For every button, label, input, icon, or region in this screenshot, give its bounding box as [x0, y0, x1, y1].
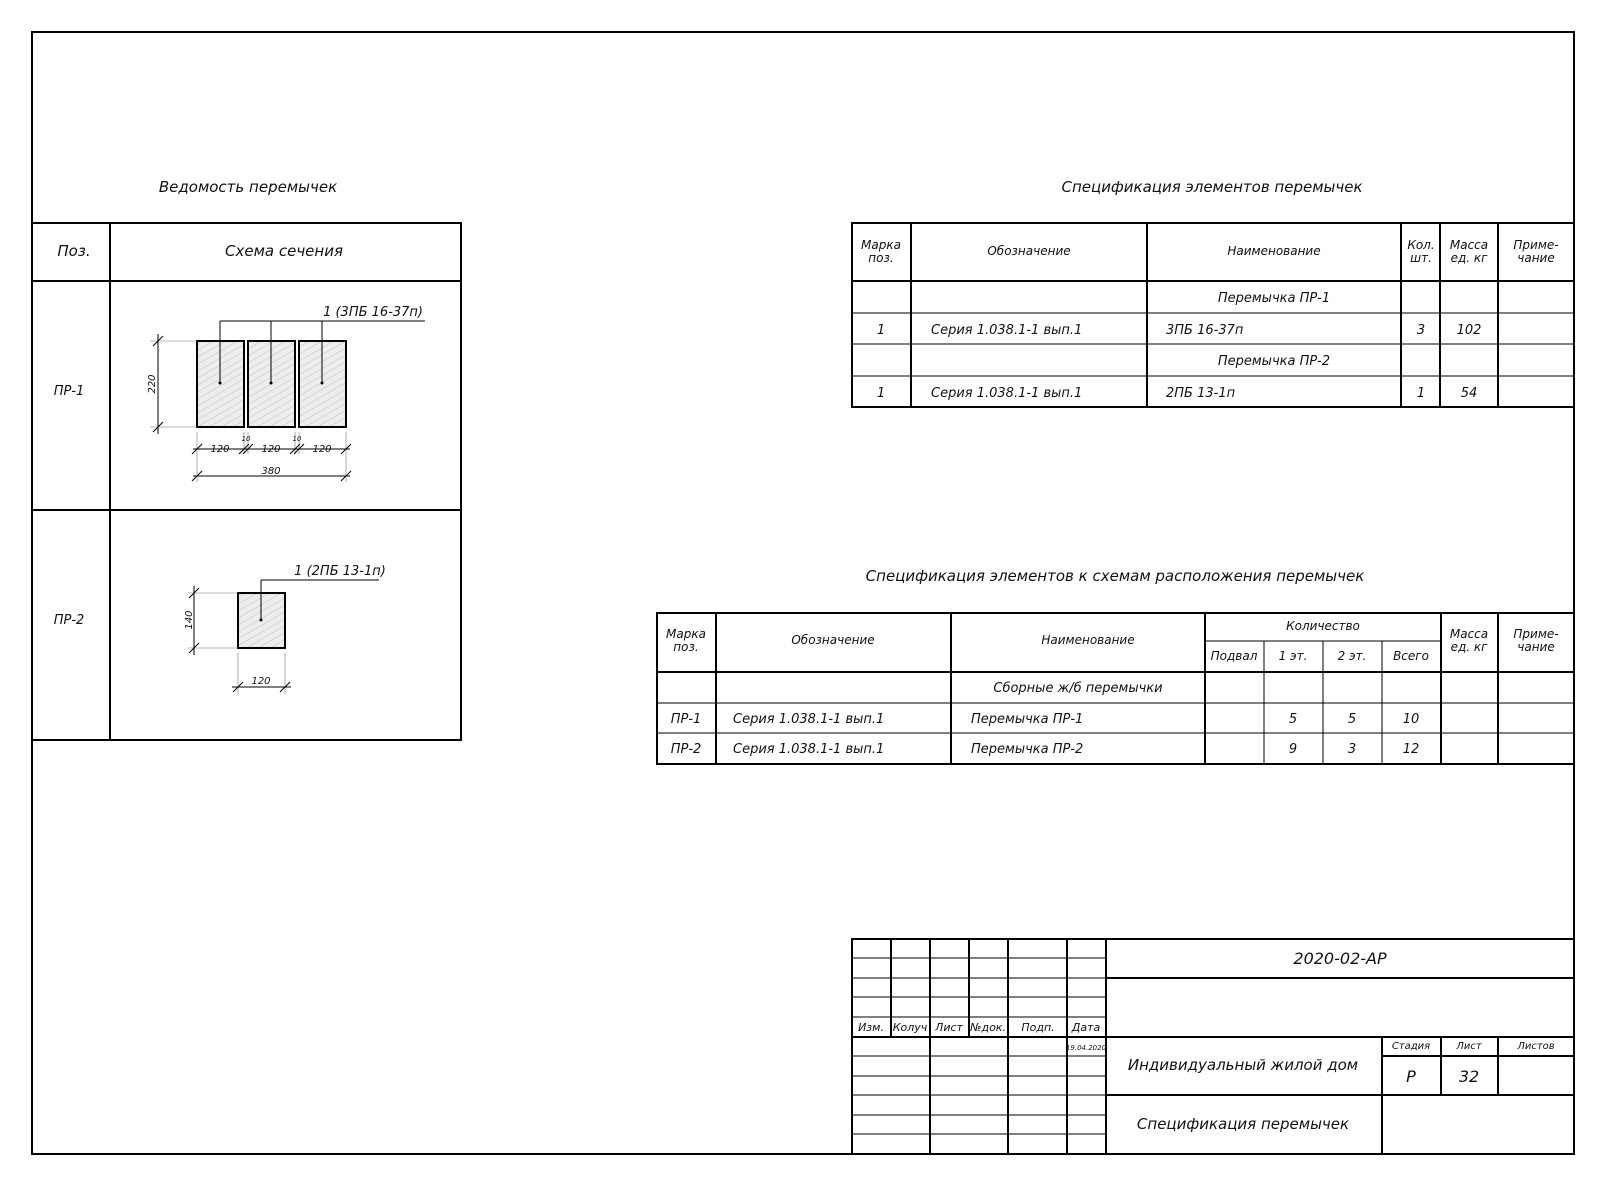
spec-row-4-qty: 1 — [1416, 386, 1426, 401]
layout-row-2-floor1: 5 — [1288, 712, 1298, 727]
spec-row-2-name: 3ПБ 16-37п — [1166, 323, 1244, 338]
lintel-list-title: Ведомость перемычек — [158, 178, 338, 196]
layout-col-basement: Подвал — [1210, 649, 1258, 663]
title-block — [852, 939, 1574, 1154]
spec-row-2-designation: Серия 1.038.1-1 вып.1 — [931, 323, 1083, 338]
layout-row-3-name: Перемычка ПР-2 — [971, 742, 1084, 757]
layout-col-quantity: Количество — [1286, 619, 1360, 633]
layout-row-3-total: 12 — [1402, 742, 1420, 757]
project-name: Индивидуальный жилой дом — [1127, 1056, 1359, 1074]
stage-value: Р — [1406, 1067, 1416, 1086]
stamp-col-izm: Изм. — [858, 1021, 884, 1034]
layout-col-floor2: 2 эт. — [1337, 649, 1367, 663]
col-mark-1: Марка — [861, 238, 901, 252]
layout-row-2-designation: Серия 1.038.1-1 вып.1 — [733, 712, 885, 727]
spec-row-1-name: Перемычка ПР-1 — [1217, 291, 1331, 306]
layout-row-2-total: 10 — [1402, 712, 1420, 727]
layout-col-mass-1: Масса — [1449, 627, 1489, 641]
spec-row-3-name: Перемычка ПР-2 — [1217, 354, 1331, 369]
dim-height-pr2: 140 — [184, 610, 195, 630]
stamp-col-koluch: Колуч — [892, 1021, 928, 1034]
col-mass-1: Масса — [1449, 238, 1489, 252]
col-qty-2: шт. — [1410, 251, 1432, 265]
header-pos: Поз. — [57, 242, 91, 260]
header-scheme: Схема сечения — [224, 242, 344, 260]
dim-width-3: 120 — [312, 444, 332, 455]
layout-row-3-mark: ПР-2 — [670, 742, 702, 757]
col-note-1: Приме- — [1513, 238, 1559, 252]
layout-col-floor1: 1 эт. — [1278, 649, 1308, 663]
lintel-list-table — [32, 223, 461, 740]
layout-row-2-name: Перемычка ПР-1 — [971, 712, 1084, 727]
dim-width-pr2: 120 — [251, 676, 271, 687]
layout-col-designation: Обозначение — [791, 633, 875, 647]
col-name: Наименование — [1227, 244, 1321, 258]
dim-total-pr1: 380 — [261, 466, 281, 477]
layout-row-2-mark: ПР-1 — [670, 712, 702, 727]
col-note-2: чание — [1517, 251, 1555, 265]
layout-col-total: Всего — [1393, 649, 1429, 663]
lintel-pos-pr1: ПР-1 — [53, 384, 85, 399]
dim-gap-1: 10 — [241, 435, 251, 443]
layout-row-3-designation: Серия 1.038.1-1 вып.1 — [733, 742, 885, 757]
col-mark-2: поз. — [868, 251, 894, 265]
stamp-col-data: Дата — [1071, 1021, 1101, 1034]
lintel-list — [32, 178, 461, 740]
stamp-col-podp: Подп. — [1021, 1021, 1055, 1034]
sheet-value: 32 — [1458, 1067, 1480, 1086]
layout-row-3-floor2: 3 — [1347, 742, 1357, 757]
dim-height-pr1: 220 — [147, 374, 158, 394]
col-designation: Обозначение — [987, 244, 1071, 258]
spec-row-4-mark: 1 — [876, 386, 886, 401]
sheets-label: Листов — [1517, 1041, 1555, 1052]
layout-row-1-name: Сборные ж/б перемычки — [993, 681, 1163, 696]
spec-row-4-designation: Серия 1.038.1-1 вып.1 — [931, 386, 1083, 401]
layout-col-note-2: чание — [1517, 640, 1555, 654]
stamp-date: 19.04.2020 — [1065, 1044, 1107, 1052]
layout-row-3-floor1: 9 — [1288, 742, 1298, 757]
layout-col-mark-1: Марка — [666, 627, 706, 641]
layout-row-2-floor2: 5 — [1347, 712, 1357, 727]
dim-gap-2: 10 — [292, 435, 302, 443]
section-pr2 — [184, 564, 386, 694]
spec-row-2-mass: 102 — [1456, 323, 1482, 338]
spec-elements — [852, 178, 1574, 407]
stamp-col-list: Лист — [935, 1021, 963, 1034]
spec-row-2-qty: 3 — [1416, 323, 1426, 338]
spec-elements-title: Спецификация элементов перемычек — [1061, 178, 1363, 196]
doc-code: 2020-02-АР — [1293, 949, 1387, 968]
spec-row-4-mass: 54 — [1460, 386, 1478, 401]
spec-row-2-mark: 1 — [876, 323, 886, 338]
leader-label-pr1: 1 (3ПБ 16-37п) — [323, 305, 423, 320]
layout-col-note-1: Приме- — [1513, 627, 1559, 641]
lintel-pos-pr2: ПР-2 — [53, 613, 85, 628]
sheet-title: Спецификация перемычек — [1136, 1115, 1350, 1133]
stage-label: Стадия — [1391, 1041, 1431, 1052]
col-qty-1: Кол. — [1407, 238, 1435, 252]
layout-col-mass-2: ед. кг — [1450, 640, 1488, 654]
sheet-label: Лист — [1456, 1041, 1482, 1052]
spec-layout-title: Спецификация элементов к схемам расположения перемычек — [865, 567, 1365, 585]
section-pr1 — [147, 305, 425, 482]
dim-width-1: 120 — [210, 444, 230, 455]
spec-row-4-name: 2ПБ 13-1п — [1166, 386, 1236, 401]
col-mass-2: ед. кг — [1450, 251, 1488, 265]
stamp-col-ndok: №док. — [970, 1021, 1006, 1034]
layout-col-name: Наименование — [1041, 633, 1135, 647]
leader-label-pr2: 1 (2ПБ 13-1п) — [294, 564, 386, 579]
dim-width-2: 120 — [261, 444, 281, 455]
spec-layout — [657, 567, 1574, 764]
layout-col-mark-2: поз. — [673, 640, 699, 654]
